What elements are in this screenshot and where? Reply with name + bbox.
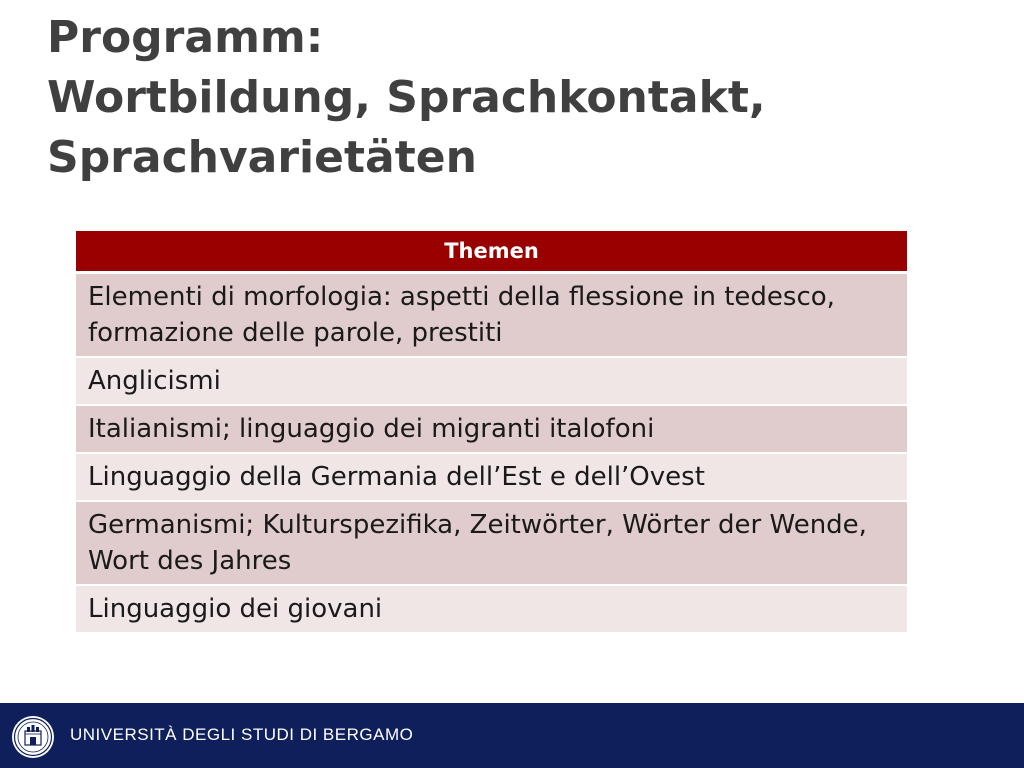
slide-title-line-2: Wortbildung, Sprachkontakt, [47, 72, 766, 123]
footer-bar [0, 703, 1024, 768]
table-row [76, 273, 907, 358]
table-cell: Germanismi; Kulturspezifika, Zeitwörter, Wörter der Wende, Wort des Jahres [76, 501, 907, 585]
table-cell: Elementi di morfologia: aspetti della flessione in tedesco, formazione delle parole, prestiti [76, 273, 907, 358]
table-row [76, 585, 907, 633]
table-cell: Linguaggio dei giovani [76, 585, 907, 633]
table-header-themen: Themen [76, 231, 907, 273]
slide-title [47, 8, 1007, 188]
table-row [76, 405, 907, 453]
footer-university-name: UNIVERSITÀ DEGLI STUDI DI BERGAMO [70, 725, 414, 744]
table-cell: Linguaggio della Germania dell’Est e dell’Ovest [76, 453, 907, 501]
table-row [76, 501, 907, 585]
topics-table [76, 231, 907, 634]
slide-title-line-3: Sprachvarietäten [47, 132, 477, 183]
table-row [76, 453, 907, 501]
slide-title-line-1: Programm: [47, 12, 324, 63]
table-row [76, 357, 907, 405]
university-seal-icon [11, 715, 55, 759]
table-cell: Anglicismi [76, 357, 907, 405]
table-header-row [76, 231, 907, 273]
table-cell: Italianismi; linguaggio dei migranti italofoni [76, 405, 907, 453]
